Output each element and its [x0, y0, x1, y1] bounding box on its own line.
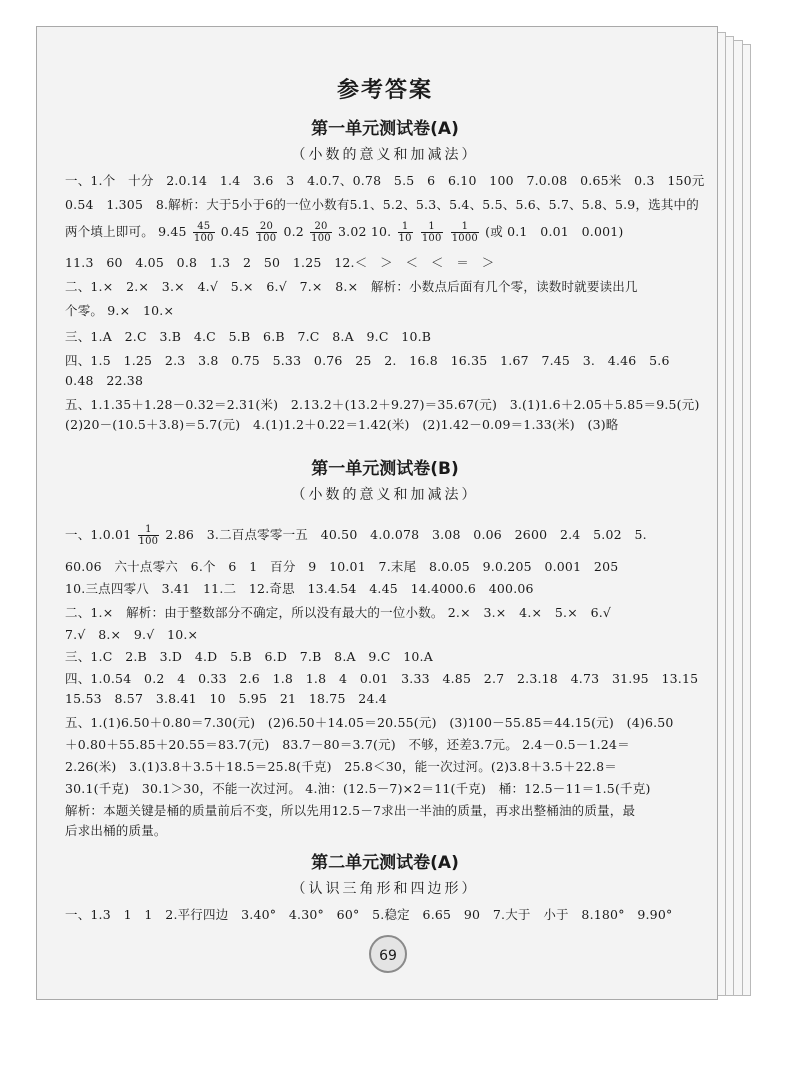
answer-line: 二、1.× 2.× 3.× 4.√ 5.× 6.√ 7.× 8.× 解析：小数点后面有几个零，读数时就要读出几	[65, 279, 638, 294]
answer-line: 三、1.C 2.B 3.D 4.D 5.B 6.D 7.B 8.A 9.C 10.A	[65, 649, 433, 664]
fraction: $\frac{45}{100}$	[193, 221, 214, 244]
answer-line: 0.48 22.38	[65, 373, 144, 388]
section-subtitle: （小数的意义和加减法）	[291, 487, 479, 503]
answer-line: (2)20－(10.5＋3.8)＝5.7(元) 4.(1)1.2＋0.22＝1.42(米) (2)1.42－0.09＝1.33(米) (3)略	[65, 417, 619, 432]
answer-line-fractions	[65, 521, 705, 549]
answer-line: 一、1.个 十分 2.0.14 1.4 3.6 3 4.0.7、0.78 5.5 6 6.10 100 7.0.08 0.65米 0.3 150元	[65, 173, 705, 188]
fraction: $\frac{20}{100}$	[311, 221, 331, 244]
answer-line: 10.三点四零八 3.41 11.二 12.奇思 13.4.54 4.45 14.4000.6 400.06	[65, 581, 534, 596]
answer-text: 0.2	[283, 224, 304, 239]
answer-text: 一、1.0.01	[65, 527, 132, 542]
answer-line: 个零。 9.× 10.×	[65, 303, 175, 318]
answer-text: 两个填上即可。 9.45	[65, 224, 187, 239]
answer-line: 0.54 1.305 8.解析：大于5小于6的一位小数有5.1、5.2、5.3、5.4、5.5、5.6、5.7、5.8、5.9，选其中的	[65, 197, 699, 212]
answer-line: 一、1.3 1 1 2.平行四边 3.40° 4.30° 60° 5.稳定 6.65 90 7.大于 小于 8.180° 9.90°	[65, 907, 673, 922]
answer-text: 3.02	[338, 224, 367, 239]
page-title: 参考答案	[336, 78, 433, 103]
section-subtitle: （认识三角形和四边形）	[291, 881, 479, 897]
fraction: $\frac{1}{10}$	[398, 221, 412, 244]
section-subtitle: （小数的意义和加减法）	[291, 147, 479, 163]
fraction: $\frac{1}{1000}$	[451, 221, 478, 244]
answer-page	[36, 26, 718, 1000]
answer-line: 15.53 8.57 3.8.41 10 5.95 21 18.75 24.4	[65, 691, 387, 706]
answer-line: ＋0.80＋55.85＋20.55＝83.7(元) 83.7－80＝3.7(元) 不够，还差3.7元。 2.4－0.5－1.24＝	[65, 737, 630, 752]
answer-line: 五、1.(1)6.50＋0.80＝7.30(元) (2)6.50＋14.05＝20.55(元) (3)100－55.85＝44.15(元) (4)6.50	[65, 715, 674, 730]
fraction: $\frac{1}{100}$	[138, 524, 159, 547]
answer-line: 五、1.1.35＋1.28－0.32＝2.31(米) 2.13.2＋(13.2＋9.27)＝35.67(元) 3.(1)1.6＋2.05＋5.85＝9.5(元)	[65, 397, 700, 412]
answer-text: 2.86 3.二百点零零一五 40.50 4.0.078 3.08 0.06 2600 2.4 5.02 5.	[165, 527, 647, 542]
answer-line: 60.06 六十点零六 6.个 6 1 百分 9 10.01 7.末尾 8.0.05 9.0.205 0.001 205	[65, 559, 619, 574]
fraction: $\frac{1}{100}$	[421, 221, 442, 244]
answer-line: 2.26(米) 3.(1)3.8＋3.5＋18.5＝25.8(千克) 25.8＜30，能一次过河。(2)3.8＋3.5＋22.8＝	[65, 759, 617, 774]
section-title: 第一单元测试卷(A)	[311, 119, 459, 139]
answer-line: 30.1(千克) 30.1＞30，不能一次过河。 4.油：(12.5－7)×2＝11(千克) 桶：12.5－11＝1.5(千克)	[65, 781, 651, 796]
fraction: $\frac{20}{100}$	[256, 221, 277, 244]
answer-text: (或 0.1 0.01 0.001)	[485, 224, 624, 239]
answer-line: 11.3 60 4.05 0.8 1.3 2 50 1.25 12.＜ ＞ ＜ ＜ ＝ ＞	[65, 255, 495, 270]
answer-line: 后求出桶的质量。	[65, 823, 167, 838]
answer-text: 0.45	[220, 224, 250, 239]
answer-line: 三、1.A 2.C 3.B 4.C 5.B 6.B 7.C 8.A 9.C 10.B	[65, 329, 432, 344]
section-title: 第二单元测试卷(A)	[311, 853, 459, 873]
answer-line: 二、1.× 解析：由于整数部分不确定，所以没有最大的一位小数。 2.× 3.× 4.× 5.× 6.√	[65, 605, 612, 620]
answer-line-fractions	[65, 219, 705, 245]
answer-text: 10.	[370, 224, 392, 239]
page-number-badge: 69	[369, 935, 407, 973]
answer-line: 7.√ 8.× 9.√ 10.×	[65, 627, 199, 642]
section-title: 第一单元测试卷(B)	[311, 459, 459, 479]
answer-line: 四、1.0.54 0.2 4 0.33 2.6 1.8 1.8 4 0.01 3.33 4.85 2.7 2.3.18 4.73 31.95 13.15	[65, 671, 699, 686]
answer-line: 解析：本题关键是桶的质量前后不变，所以先用12.5－7求出一半油的质量，再求出整桶油的质量，最	[65, 803, 636, 818]
answer-line: 四、1.5 1.25 2.3 3.8 0.75 5.33 0.76 25 2. 16.8 16.35 1.67 7.45 3. 4.46 5.6	[65, 353, 670, 368]
